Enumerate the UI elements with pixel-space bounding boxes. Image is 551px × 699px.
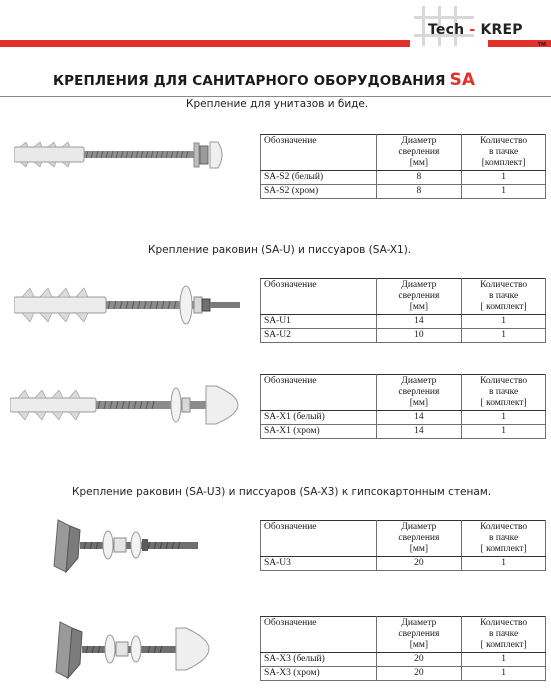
cell-diameter: 14 [376,315,462,329]
header-diameter-line: сверления [398,147,440,157]
header-diameter-line: [мм] [409,544,429,554]
header-diameter-line: сверления [398,533,440,543]
table-header-row [261,375,546,411]
cell-designation: SA-U3 [261,557,377,571]
header-quantity-line: Количество [480,618,528,628]
header-quantity-line: в пачке [489,387,519,397]
cell-quantity: 1 [462,653,546,667]
header-designation: Обозначение [261,521,377,557]
logo-trademark: TM [537,42,546,48]
cell-diameter: 8 [376,171,462,185]
cell-diameter: 8 [376,185,462,199]
sink-fixing-image [14,284,246,326]
cell-quantity: 1 [462,557,546,571]
cell-designation: SA-X3 (белый) [261,653,377,667]
spec-table-toilet [260,134,546,199]
cell-designation: SA-X3 (хром) [261,667,377,681]
cell-quantity: 1 [462,329,546,343]
header-diameter-line: сверления [398,387,440,397]
cell-designation: SA-U1 [261,315,377,329]
table-header-row [261,521,546,557]
header-quantity-line: Количество [480,376,528,386]
header-diameter [376,521,462,557]
table-row [261,411,546,425]
cell-quantity: 1 [462,411,546,425]
header-diameter [376,279,462,315]
header-diameter-line: Диаметр [401,618,437,628]
logo-text-krep: KREP [480,22,523,38]
header-quantity-line: [ комплект] [480,398,527,408]
cell-diameter: 10 [376,329,462,343]
header-quantity [462,521,546,557]
header-quantity-line: [ комплект] [480,302,527,312]
table-row [261,315,546,329]
header-quantity-line: [ комплект] [480,640,527,650]
cell-designation: SA-S2 (белый) [261,171,377,185]
section-caption-drywall: Крепление раковин (SA-U3) и писсуаров (SA-X3) к гипсокартонным стенам. [72,486,492,498]
header-designation: Обозначение [261,279,377,315]
table-row [261,557,546,571]
table-row [261,171,546,185]
logo-text-dash: - [464,22,481,38]
header-quantity-line: [комплект] [481,158,526,168]
header-diameter-line: [мм] [409,158,429,168]
cell-diameter: 20 [376,557,462,571]
header-diameter-line: сверления [398,291,440,301]
table-row [261,329,546,343]
header-quantity-line: Количество [480,136,528,146]
table-row [261,667,546,681]
cell-quantity: 1 [462,315,546,329]
cell-quantity: 1 [462,185,546,199]
header-quantity [462,135,546,171]
header-diameter-line: сверления [398,629,440,639]
header-quantity-line: [ комплект] [480,544,527,554]
cell-designation: SA-U2 [261,329,377,343]
table-header-row [261,617,546,653]
title-divider [0,96,551,97]
spec-table-drywall-urinal [260,616,546,681]
section-caption-sink: Крепление раковин (SA-U) и писсуаров (SA-X1). [148,244,412,256]
logo-text-tech: Tech [428,22,465,38]
cell-diameter: 20 [376,653,462,667]
cell-diameter: 14 [376,425,462,439]
tech-krep-logo [414,6,550,52]
cell-diameter: 14 [376,411,462,425]
drywall-sink-fixing-image [40,518,210,574]
table-header-row [261,279,546,315]
header-quantity-line: Количество [480,280,528,290]
page-title-code: SA [449,70,476,90]
page-title [53,70,475,90]
header-diameter-line: [мм] [409,398,429,408]
cell-quantity: 1 [462,425,546,439]
brand-stripe-left [0,40,410,47]
section-caption-toilet: Крепление для унитазов и биде. [186,98,369,110]
cell-quantity: 1 [462,171,546,185]
spec-table-sink [260,278,546,343]
urinal-fixing-image [10,380,260,430]
header-diameter-line: Диаметр [401,376,437,386]
header-diameter-line: [мм] [409,640,429,650]
header-diameter-line: Диаметр [401,280,437,290]
table-row [261,425,546,439]
table-row [261,185,546,199]
header-quantity [462,279,546,315]
cell-diameter: 20 [376,667,462,681]
header-diameter-line: Диаметр [401,522,437,532]
cell-quantity: 1 [462,667,546,681]
drywall-urinal-fixing-image [44,620,234,680]
header-quantity-line: в пачке [489,629,519,639]
page-title-text: КРЕПЛЕНИЯ ДЛЯ САНИТАРНОГО ОБОРУДОВАНИЯ [53,73,446,89]
cell-designation: SA-S2 (хром) [261,185,377,199]
logo-text [428,22,523,38]
header-designation: Обозначение [261,617,377,653]
table-header-row [261,135,546,171]
header-designation: Обозначение [261,135,377,171]
spec-table-drywall-sink [260,520,546,571]
spec-table-urinal [260,374,546,439]
header-quantity-line: Количество [480,522,528,532]
header-quantity [462,375,546,411]
header-quantity-line: в пачке [489,533,519,543]
cell-designation: SA-X1 (хром) [261,425,377,439]
table-row [261,653,546,667]
toilet-bidet-fixing-image [14,138,226,172]
cell-designation: SA-X1 (белый) [261,411,377,425]
header-quantity-line: в пачке [489,147,519,157]
header-diameter-line: Диаметр [401,136,437,146]
header-diameter-line: [мм] [409,302,429,312]
header-diameter [376,375,462,411]
header-quantity-line: в пачке [489,291,519,301]
header-diameter [376,135,462,171]
header-diameter [376,617,462,653]
header-quantity [462,617,546,653]
header-designation: Обозначение [261,375,377,411]
